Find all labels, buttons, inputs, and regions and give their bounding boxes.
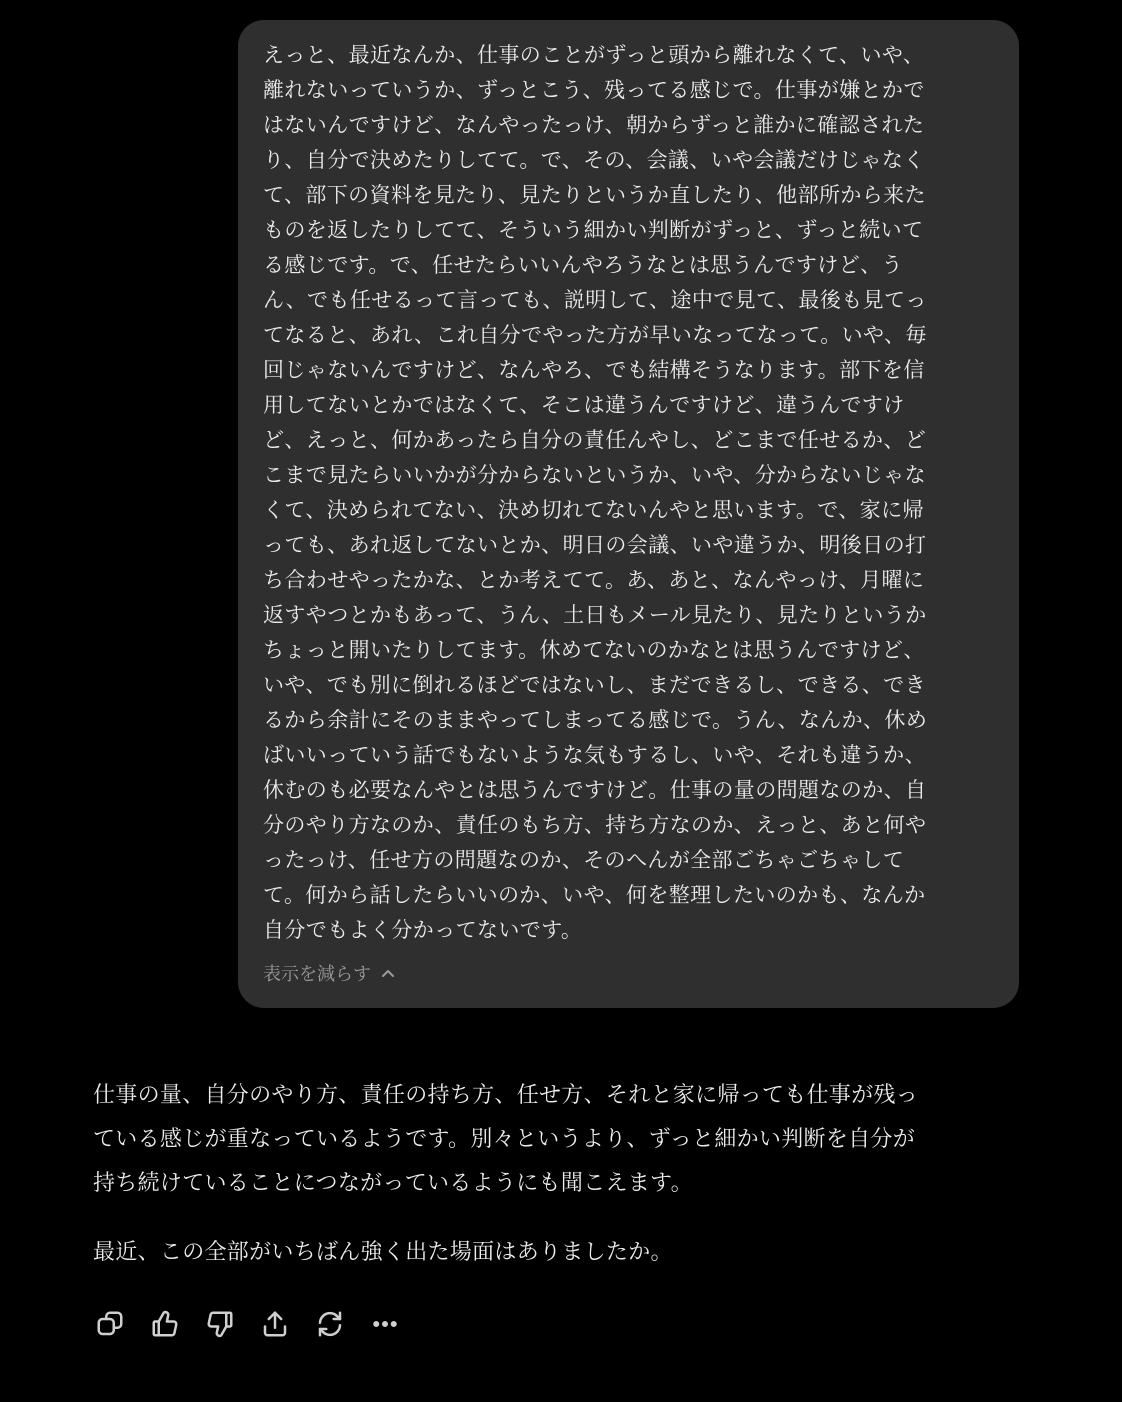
- assistant-paragraph-line: 持ち続けていることにつながっているようにも聞こえます。: [93, 1171, 693, 1196]
- user-message-line: て、部下の資料を見たり、見たりというか直したり、他部所から来た: [263, 183, 926, 207]
- more-options-button[interactable]: [367, 1306, 403, 1342]
- user-message-line: ったっけ、任せ方の問題なのか、そのへんが全部ごちゃごちゃして: [263, 848, 905, 872]
- user-message-line: ちょっと開いたりしてます。休めてないのかなとは思うんですけど、: [263, 638, 925, 662]
- user-message-line: 用してないとかではなくて、そこは違うんですけど、違うんですけ: [263, 393, 905, 417]
- user-message-line: り、自分で決めたりしてて。で、その、会議、いや会議だけじゃなく: [263, 148, 925, 172]
- user-message-text: [263, 38, 995, 948]
- user-message-line: ん、でも任せるって言っても、説明して、途中で見て、最後も見てっ: [263, 288, 927, 312]
- share-button[interactable]: [257, 1306, 293, 1342]
- user-message-line: る感じです。で、任せたらいいんやろうなとは思うんですけど、う: [263, 253, 903, 277]
- user-message-line: ど、えっと、何かあったら自分の責任んやし、どこまで任せるか、ど: [263, 428, 927, 452]
- user-message-line: ものを返したりしてて、そういう細かい判断がずっと、ずっと続いて: [263, 218, 924, 242]
- share-icon: [260, 1309, 290, 1339]
- assistant-paragraph-1: [93, 1074, 1033, 1206]
- user-message-line: ち合わせやったかな、とか考えてて。あ、あと、なんやっけ、月曜に: [263, 568, 925, 592]
- user-message-line: 返すやつとかもあって、うん、土日もメール見たり、見たりというか: [263, 603, 927, 627]
- user-message-line: るから余計にそのままやってしまってる感じで。うん、なんか、休め: [263, 708, 928, 732]
- user-message-line: て。何から話したらいいのか、いや、何を整理したいのかも、なんか: [263, 883, 926, 907]
- regenerate-button[interactable]: [312, 1306, 348, 1342]
- thumbs-down-button[interactable]: [202, 1306, 238, 1342]
- show-less-button[interactable]: [263, 960, 397, 986]
- thumbs-down-icon: [205, 1309, 235, 1339]
- assistant-paragraph-2: 最近、この全部がいちばん強く出た場面はありましたか。: [93, 1240, 673, 1265]
- thumbs-up-button[interactable]: [147, 1306, 183, 1342]
- message-actions: [92, 1306, 403, 1342]
- user-message-line: 自分でもよく分かってないです。: [263, 918, 583, 942]
- chevron-up-icon: [379, 964, 397, 982]
- user-message-line: えっと、最近なんか、仕事のことがずっと頭から離れなくて、いや、: [263, 43, 925, 67]
- assistant-message: [93, 1074, 1033, 1275]
- user-message-line: っても、あれ返してないとか、明日の会議、いや違うか、明後日の打: [263, 533, 927, 557]
- user-message-line: 休むのも必要なんやとは思うんですけど。仕事の量の問題なのか、自: [263, 778, 927, 802]
- assistant-paragraph-line: ている感じが重なっているようです。別々というより、ずっと細かい判断を自分が: [93, 1127, 916, 1152]
- user-message-line: いや、でも別に倒れるほどではないし、まだできるし、できる、でき: [263, 673, 926, 697]
- thumbs-up-icon: [150, 1309, 180, 1339]
- user-message-line: はないんですけど、なんやったっけ、朝からずっと誰かに確認された: [263, 113, 925, 137]
- user-message-line: ばいいっていう話でもないような気もするし、いや、それも違うか、: [263, 743, 926, 767]
- assistant-paragraph-line: 仕事の量、自分のやり方、責任の持ち方、任せ方、それと家に帰っても仕事が残っ: [93, 1083, 919, 1108]
- user-message-line: てなると、あれ、これ自分でやった方が早いなってなって。いや、毎: [263, 323, 927, 347]
- regenerate-icon: [315, 1309, 345, 1339]
- copy-button[interactable]: [92, 1306, 128, 1342]
- user-message-line: 回じゃないんですけど、なんやろ、でも結構そうなります。部下を信: [263, 358, 925, 382]
- user-message-bubble: [238, 20, 1019, 1008]
- user-message-line: こまで見たらいいかが分からないというか、いや、分からないじゃな: [263, 463, 926, 487]
- user-message-line: 離れないっていうか、ずっとこう、残ってる感じで。仕事が嫌とかで: [263, 78, 925, 102]
- more-icon: [370, 1309, 400, 1339]
- user-message-line: 分のやり方なのか、責任のもち方、持ち方なのか、えっと、あと何や: [263, 813, 927, 837]
- show-less-label: 表示を減らす: [263, 964, 371, 985]
- user-message-line: くて、決められてない、決め切れてないんやと思います。で、家に帰: [263, 498, 924, 522]
- copy-icon: [95, 1309, 125, 1339]
